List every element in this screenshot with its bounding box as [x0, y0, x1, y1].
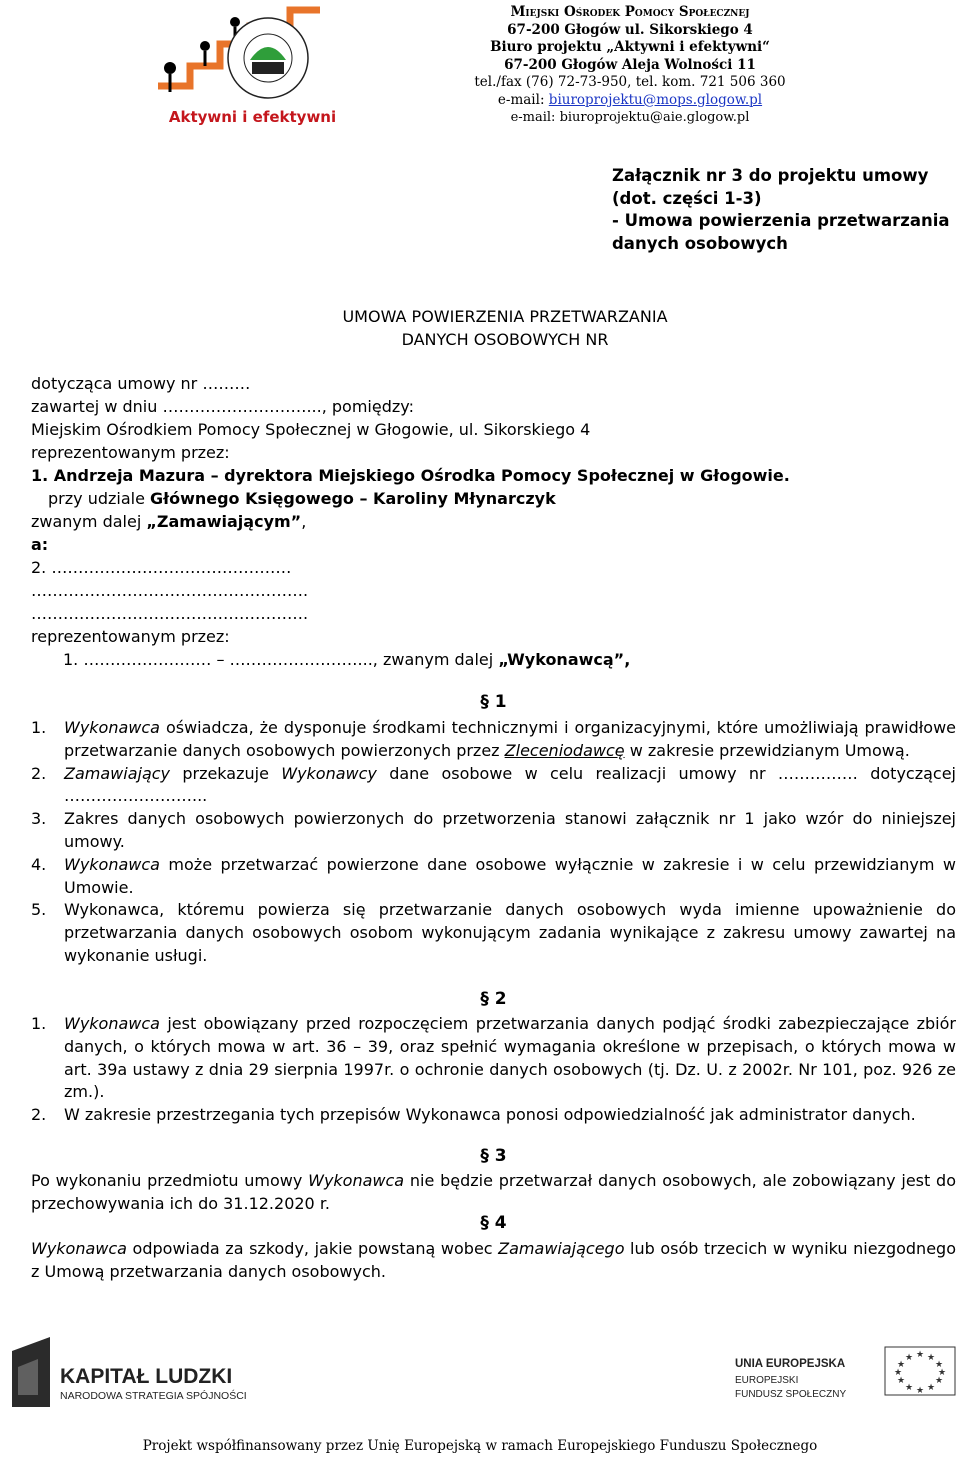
- svg-text:★: ★: [926, 1353, 936, 1363]
- eu-logo: [735, 1345, 957, 1405]
- section-4-text: Wykonawca odpowiada za szkody, jakie powstaną wobec Zamawiającego lub osób trzecich w wyniku niezgodnego z Umową przetwarzania danych osobowych.: [31, 1239, 956, 1281]
- list-item: 2. W zakresie przestrzegania tych przepisów Wykonawca ponosi odpowiedzialność jak administrator danych.: [31, 1105, 916, 1125]
- kapital-ludzki-icon: [12, 1337, 292, 1407]
- institution-name: Miejski Ośrodek Pomocy Społecznej: [510, 4, 750, 20]
- email-line-2: e-mail: biuroprojektu@aie.glogow.pl: [510, 110, 750, 125]
- svg-text:★: ★: [934, 1360, 944, 1370]
- contact-block: [460, 4, 800, 127]
- section-heading: § 3: [480, 1146, 507, 1166]
- list-item: 3. Zakres danych osobowych powierzonych do przetworzenia stanowi załącznik nr 1 jako wzór do niniejszej umowy.: [31, 809, 956, 851]
- section-heading: § 1: [480, 692, 507, 712]
- svg-text:★: ★: [904, 1353, 914, 1363]
- list-item: 1. Wykonawca oświadcza, że dysponuje środkami technicznymi i organizacyjnymi, które umożliwiają prawidłowe przetwarzanie danych osobowych powierzonych przez Zleceniodawcę w zakresie przewidzianym Umową.: [31, 718, 956, 760]
- phone-line: tel./fax (76) 72-73-950, tel. kom. 721 506 360: [474, 74, 786, 90]
- person-icon: [200, 41, 210, 51]
- parties-section: dotycząca umowy nr ……… zawartej w dniu ………………………..., pomiędzy: Miejskim Ośrodkiem Pomocy Społecznej w Głogowie, ul. Sikorskiego 4 reprezentowanym przez: 1. Andrzeja Mazura – dyrektora Miejskiego Ośrodka Pomocy Społecznej w Głogowie. przy udziale Głównego Księgowego – Karoliny Młynarczyk zwanym dalej „Zamawiającym”, a: 2. ……………………………………… ……………………………………………. ……………………………………………. reprezentowanym przez: 1. …………………… – ……………………..., zwanym dalej „Wykonawcą”,: [31, 374, 790, 669]
- eu-title: UNIA EUROPEJSKA: [735, 1358, 846, 1370]
- svg-text:★: ★: [915, 1386, 925, 1396]
- svg-text:★: ★: [934, 1376, 944, 1386]
- project-office-address: 67-200 Głogów Aleja Wolności 11: [504, 56, 756, 73]
- logo-graphic: [150, 6, 355, 106]
- section-1-list: [31, 717, 956, 968]
- list-item: 2. Zamawiający przekazuje Wykonawcy dane osobowe w celu realizacji umowy nr …………… dotyczącej ……………………...: [31, 763, 957, 806]
- svg-text:★: ★: [896, 1360, 906, 1370]
- project-logo: [150, 6, 355, 128]
- person-icon: [230, 17, 240, 27]
- project-office: Biuro projektu „Aktywni i efektywni“: [490, 39, 770, 55]
- kl-title: KAPITAŁ LUDZKI: [60, 1365, 233, 1388]
- list-item: 1. Wykonawca jest obowiązany przed rozpoczęciem przetwarzania danych podjąć środki zabezpieczające zbiór danych, o których mowa w art. 36 – 39, oraz spełnić wymagania określone w przepisach, o których mowa w art. 39a ustawy z dnia 29 sierpnia 1997r. o ochronie danych osobowych (tj. Dz. U. z 2002r. Nr 101, poz. 926 ze zm.).: [31, 1014, 956, 1102]
- mops-emblem-icon: [228, 18, 308, 98]
- svg-text:★: ★: [926, 1383, 936, 1393]
- email-link[interactable]: biuroprojektu@mops.glogow.pl: [548, 91, 763, 108]
- kapital-ludzki-logo: [12, 1337, 292, 1407]
- document-title: UMOWA POWIERZENIA PRZETWARZANIA DANYCH OSOBOWYCH NR: [342, 307, 668, 349]
- institution-address: 67-200 Głogów ul. Sikorskiego 4: [507, 21, 753, 38]
- list-item: 4. Wykonawca może przetwarzać powierzone dane osobowe wyłącznie w zakresie i w celu przewidzianym w Umowie.: [31, 854, 956, 897]
- footer-note: Projekt współfinansowany przez Unię Europejską w ramach Europejskiego Funduszu Społecznego: [142, 1438, 818, 1454]
- section-heading: § 4: [480, 1213, 507, 1233]
- eu-sub2: FUNDUSZ SPOŁECZNY: [735, 1389, 847, 1400]
- section-3-text: Po wykonaniu przedmiotu umowy Wykonawca nie będzie przetwarzał danych osobowych, ale zobowiązany jest do przechowywania ich do 31.12.2020 r.: [31, 1171, 956, 1213]
- person-icon: [164, 62, 176, 74]
- svg-text:★: ★: [937, 1368, 947, 1378]
- eu-sub1: EUROPEJSKI: [735, 1375, 799, 1386]
- svg-text:★: ★: [896, 1376, 906, 1386]
- section-heading: § 2: [480, 989, 507, 1009]
- list-item: 5. Wykonawca, któremu powierza się przetwarzanie danych osobowych wyda imienne upoważnienie do przetwarzania danych osobowych osobom wykonującym zadania wynikające z zakresu umowy zawartej na wykonanie usługi.: [31, 900, 956, 965]
- kl-subtitle: NARODOWA STRATEGIA SPÓJNOŚCI: [60, 1390, 247, 1402]
- svg-text:★: ★: [904, 1383, 914, 1393]
- svg-text:★: ★: [915, 1350, 925, 1360]
- svg-text:★: ★: [893, 1368, 903, 1378]
- section-2-list: [31, 1013, 956, 1127]
- email-line-1: e-mail: biuroprojektu@mops.glogow.pl: [497, 91, 763, 108]
- attachment-note: Załącznik nr 3 do projektu umowy (dot. części 1-3) - Umowa powierzenia przetwarzania danych osobowych: [612, 166, 950, 253]
- logo-slogan: Aktywni i efektywni: [168, 108, 337, 126]
- eu-flag-icon: [735, 1345, 957, 1405]
